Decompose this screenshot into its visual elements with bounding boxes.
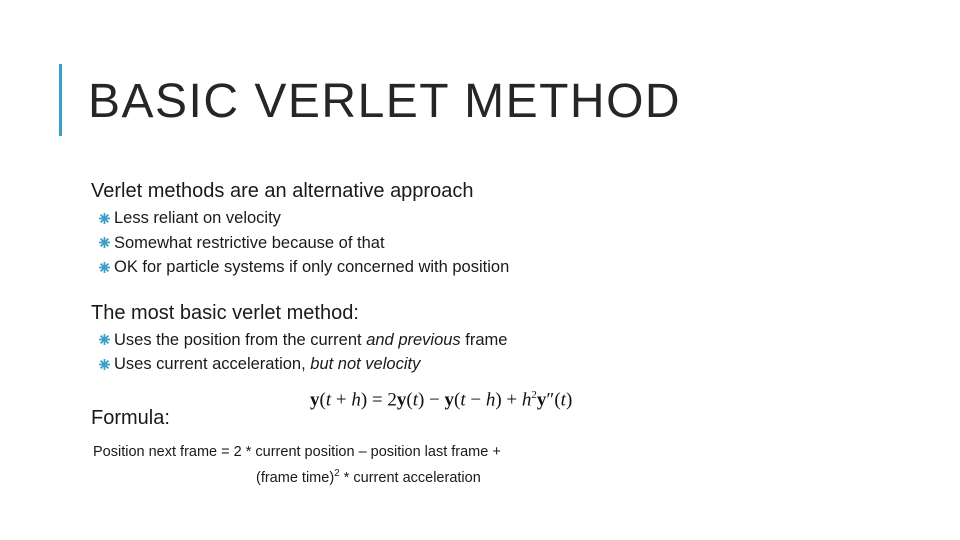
formula-description-line2	[93, 463, 911, 489]
section-verlet-intro	[91, 176, 911, 280]
bullet-text-part: Uses current acceleration,	[114, 355, 311, 373]
bullet-text: OK for particle systems if only concerned with position	[114, 258, 510, 276]
verlet-equation: $y(t + h) = 2y(t) - y(t - h) + h^2y''(t)$	[310, 388, 573, 410]
bullet-list	[98, 328, 911, 377]
formula-description	[93, 441, 911, 489]
title-accent-bar	[59, 64, 62, 136]
asterisk-bullet-icon	[98, 333, 111, 346]
asterisk-bullet-icon	[98, 358, 111, 371]
desc-part: (frame time)	[256, 469, 335, 486]
formula-label: Formula:	[91, 406, 170, 429]
desc-superscript: 2	[334, 467, 340, 479]
bullet-item	[98, 231, 911, 256]
bullet-text-emphasis: but not velocity	[310, 355, 421, 373]
bullet-item	[98, 255, 911, 280]
bullet-text-part: frame	[460, 330, 508, 349]
desc-part: * current acceleration	[339, 469, 481, 486]
bullet-item	[98, 328, 911, 353]
bullet-text	[114, 352, 420, 377]
bullet-text-part: Uses the position from the current	[114, 330, 367, 349]
bullet-text: Less reliant on velocity	[114, 209, 281, 227]
bullet-text: Somewhat restrictive because of that	[114, 233, 385, 252]
bullet-text	[114, 328, 507, 353]
asterisk-bullet-icon	[98, 212, 111, 225]
formula-description-line1: Position next frame = 2 * current position – position last frame +	[93, 443, 501, 460]
bullet-text-emphasis: and previous	[366, 330, 461, 349]
slide-content	[91, 176, 911, 488]
formula-row	[91, 383, 911, 433]
bullet-item	[98, 206, 911, 231]
bullet-list	[98, 206, 911, 280]
slide-title: BASIC VERLET METHOD	[88, 75, 682, 128]
section-heading: Verlet methods are an alternative approach	[91, 180, 474, 202]
asterisk-bullet-icon	[98, 261, 111, 274]
section-basic-method	[91, 298, 911, 377]
bullet-item	[98, 352, 911, 377]
section-heading: The most basic verlet method:	[91, 301, 359, 324]
asterisk-bullet-icon	[98, 236, 111, 249]
